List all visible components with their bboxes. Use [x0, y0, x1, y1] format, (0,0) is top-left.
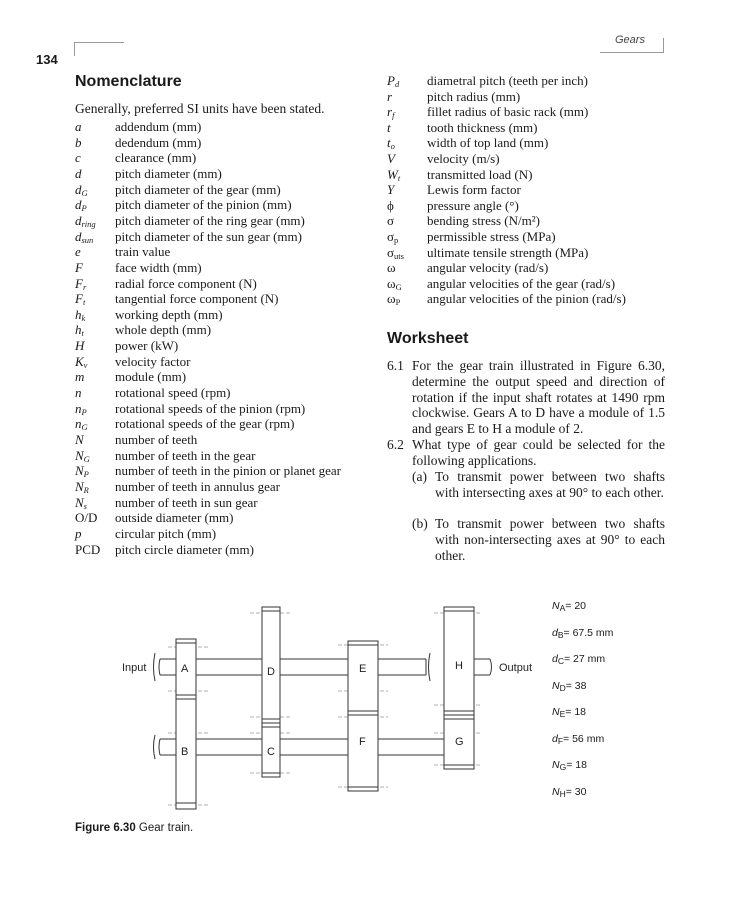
symbol: σ: [387, 213, 395, 229]
symbol: $\sigma_{uts}$: [387, 244, 404, 261]
gear-parameter: $d_C= 27$ mm: [552, 653, 606, 666]
nomenclature-row: [75, 307, 395, 323]
symbol: m: [75, 369, 85, 385]
description: tooth thickness (mm): [427, 119, 538, 135]
description: transmitted load (N): [427, 166, 533, 182]
symbol: $N_s$: [75, 494, 87, 511]
symbol: c: [75, 150, 81, 166]
lower-shaft-left-end: [154, 735, 161, 759]
symbol: $\sigma_p$: [387, 229, 399, 245]
description: radial force component (N): [115, 275, 257, 291]
nomenclature-row: [387, 104, 707, 120]
symbol: O/D: [75, 510, 98, 526]
description: fillet radius of basic rack (mm): [427, 104, 589, 120]
gear-label-a: A: [181, 663, 189, 675]
description: working depth (mm): [115, 306, 223, 322]
symbol: e: [75, 244, 81, 260]
nomenclature-row: [75, 135, 395, 151]
gear-parameter: $d_B= 67.5$ mm: [552, 626, 614, 640]
description: addendum (mm): [115, 119, 202, 134]
nomenclature-row: [387, 291, 707, 307]
header-rule-left: [74, 42, 124, 43]
symbol: H: [75, 338, 85, 354]
gear-d: [262, 607, 280, 723]
description: rotational speeds of the gear (rpm): [115, 416, 295, 432]
symbol: V: [387, 151, 395, 166]
nomenclature-row: [387, 182, 707, 198]
symbol: Y: [387, 182, 395, 198]
description: width of top land (mm): [427, 135, 549, 151]
symbol: p: [75, 525, 82, 541]
description: circular pitch (mm): [115, 525, 217, 541]
symbol: $K_v$: [75, 353, 88, 370]
description: ultimate tensile strength (MPa): [427, 244, 589, 260]
description: pitch diameter of the ring gear (mm): [115, 212, 305, 228]
nomenclature-row: [75, 369, 395, 385]
description: number of teeth in sun gear: [115, 494, 258, 510]
symbol: PCD: [75, 541, 101, 557]
description: number of teeth in annulus gear: [115, 478, 280, 494]
symbol: $d_G$: [75, 181, 88, 198]
gear-parameter: $N_A= 20$: [552, 600, 586, 613]
lower-shaft: [160, 739, 470, 755]
sub-question-label: (a): [412, 469, 427, 484]
nomenclature-row: [387, 229, 707, 245]
description: Lewis form factor: [427, 182, 521, 198]
gear-label-f: F: [359, 736, 366, 748]
description: bending stress (N/m²): [427, 213, 540, 229]
symbol: $W_t$: [387, 166, 401, 183]
symbol: $r_f$: [387, 104, 395, 121]
description: angular velocities of the pinion (rad/s): [427, 291, 626, 307]
symbol: $t_o$: [387, 135, 395, 152]
input-label: Input: [122, 662, 147, 674]
nomenclature-row: [75, 260, 395, 276]
nomenclature-row: [75, 463, 395, 479]
worksheet-title: Worksheet: [387, 330, 469, 347]
symbol: $d_{ring}$: [75, 212, 96, 229]
nomenclature-row: [75, 479, 395, 495]
pitch-lines: [168, 613, 480, 805]
gear-parameter: $N_D= 38$: [552, 679, 587, 693]
symbol: t: [387, 119, 391, 135]
symbol: d: [75, 165, 82, 181]
output-label: Output: [499, 662, 533, 674]
symbol: r: [387, 88, 393, 104]
sub-question-text: To transmit power between two shafts with intersecting axes at 90° to each other.: [435, 469, 665, 500]
symbol: $n_G$: [75, 416, 88, 433]
nomenclature-row: [387, 245, 707, 261]
description: number of teeth in the pinion or planet gear: [115, 463, 341, 479]
gear-label-e: E: [359, 663, 367, 675]
symbol: N: [75, 432, 84, 447]
symbol: F: [75, 259, 83, 275]
gear-label-h: H: [455, 660, 463, 672]
upper-shaft: [160, 659, 426, 675]
symbol: $\omega_P$: [387, 291, 401, 308]
description: train value: [115, 244, 171, 260]
nomenclature-row: [387, 276, 707, 292]
symbol: $F_t$: [75, 291, 86, 308]
figure-caption: [75, 822, 193, 834]
description: number of teeth: [115, 432, 198, 447]
sub-question-text: To transmit power between two shafts with non-intersecting axes at 90° to each other.: [435, 516, 665, 563]
symbol: ω: [387, 260, 396, 276]
description: velocity (m/s): [427, 151, 500, 166]
description: outside diameter (mm): [115, 510, 234, 526]
question-text: What type of gear could be selected for the following applications.: [412, 437, 665, 468]
nomenclature-row: [75, 244, 395, 260]
gear-parameter: $N_H= 30$: [552, 785, 587, 799]
nomenclature-title: Nomenclature: [75, 73, 182, 90]
nomenclature-row: [75, 354, 395, 370]
description: pitch diameter of the pinion (mm): [115, 197, 292, 213]
description: pitch diameter (mm): [115, 165, 222, 181]
symbol: $\omega_G$: [387, 275, 402, 292]
symbol: $h_k$: [75, 306, 86, 323]
caption-label: Figure 6.30: [75, 822, 136, 834]
gear-e: [348, 641, 378, 715]
gear-parameter: $N_E= 18$: [552, 706, 586, 719]
symbol: $d_{sun}$: [75, 228, 94, 245]
nomenclature-row: [75, 197, 395, 213]
nomenclature-row: [75, 385, 395, 401]
nomenclature-row: [75, 150, 395, 166]
description: angular velocities of the gear (rad/s): [427, 275, 616, 291]
caption-text: Gear train.: [138, 822, 194, 834]
gear-label-d: D: [267, 666, 275, 678]
gear-parameter: $d_F= 56$ mm: [552, 732, 605, 746]
symbol: n: [75, 385, 82, 401]
nomenclature-row: [387, 135, 707, 151]
nomenclature-row: [75, 291, 395, 307]
description: permissible stress (MPa): [427, 229, 556, 244]
description: face width (mm): [115, 259, 202, 275]
nomenclature-row: [75, 432, 395, 448]
nomenclature-row: [387, 167, 707, 183]
header-rule-right: [600, 52, 663, 53]
nomenclature-row: [75, 510, 395, 526]
question-number: 6.2: [387, 437, 404, 452]
nomenclature-row: [387, 89, 707, 105]
nomenclature-row: [75, 119, 395, 135]
upper-shaft-end: [426, 653, 430, 681]
nomenclature-row: [387, 120, 707, 136]
description: pitch diameter of the sun gear (mm): [115, 228, 302, 244]
sub-question-label: (b): [412, 516, 428, 531]
nomenclature-row: [387, 260, 707, 276]
description: whole depth (mm): [115, 322, 212, 338]
nomenclature-row: [387, 198, 707, 214]
description: pitch radius (mm): [427, 88, 521, 104]
description: clearance (mm): [115, 150, 197, 166]
nomenclature-row: [387, 151, 707, 167]
description: module (mm): [115, 369, 187, 385]
nomenclature-intro: Generally, preferred SI units have been stated.: [75, 101, 325, 116]
gear-f: [348, 715, 378, 791]
question-number: 6.1: [387, 358, 404, 373]
gear-parameter: $N_G= 18$: [552, 759, 587, 772]
nomenclature-row: [75, 338, 395, 354]
nomenclature-row: [75, 401, 395, 417]
description: pitch diameter of the gear (mm): [115, 181, 281, 197]
symbol: $F_r$: [75, 275, 87, 292]
nomenclature-row: [75, 166, 395, 182]
symbol: $N_R$: [75, 478, 89, 495]
symbol: $P_d$: [387, 73, 400, 89]
gear-label-b: B: [181, 746, 189, 758]
symbol: a: [75, 119, 82, 134]
nomenclature-row: [75, 182, 395, 198]
description: tangential force component (N): [115, 291, 279, 307]
description: dedendum (mm): [115, 134, 202, 150]
symbol: $n_P$: [75, 400, 87, 417]
nomenclature-row: [75, 229, 395, 245]
description: number of teeth in the gear: [115, 447, 256, 463]
description: angular velocity (rad/s): [427, 260, 549, 276]
description: rotational speed (rpm): [115, 385, 231, 401]
gear-label-c: C: [267, 746, 275, 758]
nomenclature-row: [387, 213, 707, 229]
symbol: $N_P$: [75, 463, 89, 480]
nomenclature-row: [75, 448, 395, 464]
nomenclature-row: [75, 276, 395, 292]
description: power (kW): [115, 338, 179, 354]
symbol: $h_t$: [75, 322, 84, 339]
input-shaft-end: [154, 653, 161, 681]
nomenclature-row: [75, 495, 395, 511]
description: rotational speeds of the pinion (rpm): [115, 400, 306, 416]
symbol: $d_P$: [75, 197, 87, 214]
nomenclature-row: [75, 526, 395, 542]
nomenclature-row: [75, 213, 395, 229]
page-number: 134: [36, 52, 58, 67]
nomenclature-row: [387, 73, 707, 89]
header-tick-left: [74, 42, 75, 56]
nomenclature-row: [75, 322, 395, 338]
running-title: Gears: [615, 34, 645, 46]
description: pressure angle (°): [427, 197, 519, 213]
symbol: $N_G$: [75, 447, 90, 464]
description: velocity factor: [115, 353, 191, 369]
question-text: For the gear train illustrated in Figure 6.30, determine the output speed and direction of rotation if the input shaft rotates at 1490 rpm clockwise. Gears A to D have a module of 1.5 and gears E to H a module of 2.: [412, 358, 665, 437]
nomenclature-row: [75, 542, 395, 558]
description: diametral pitch (teeth per inch): [427, 73, 588, 88]
symbol: b: [75, 134, 82, 150]
gear-label-g: G: [455, 736, 464, 748]
nomenclature-row: [75, 416, 395, 432]
gear-train-diagram: [0, 595, 737, 820]
header-tick-right: [663, 38, 664, 53]
description: pitch circle diameter (mm): [115, 541, 254, 557]
symbol: ϕ: [387, 197, 394, 213]
